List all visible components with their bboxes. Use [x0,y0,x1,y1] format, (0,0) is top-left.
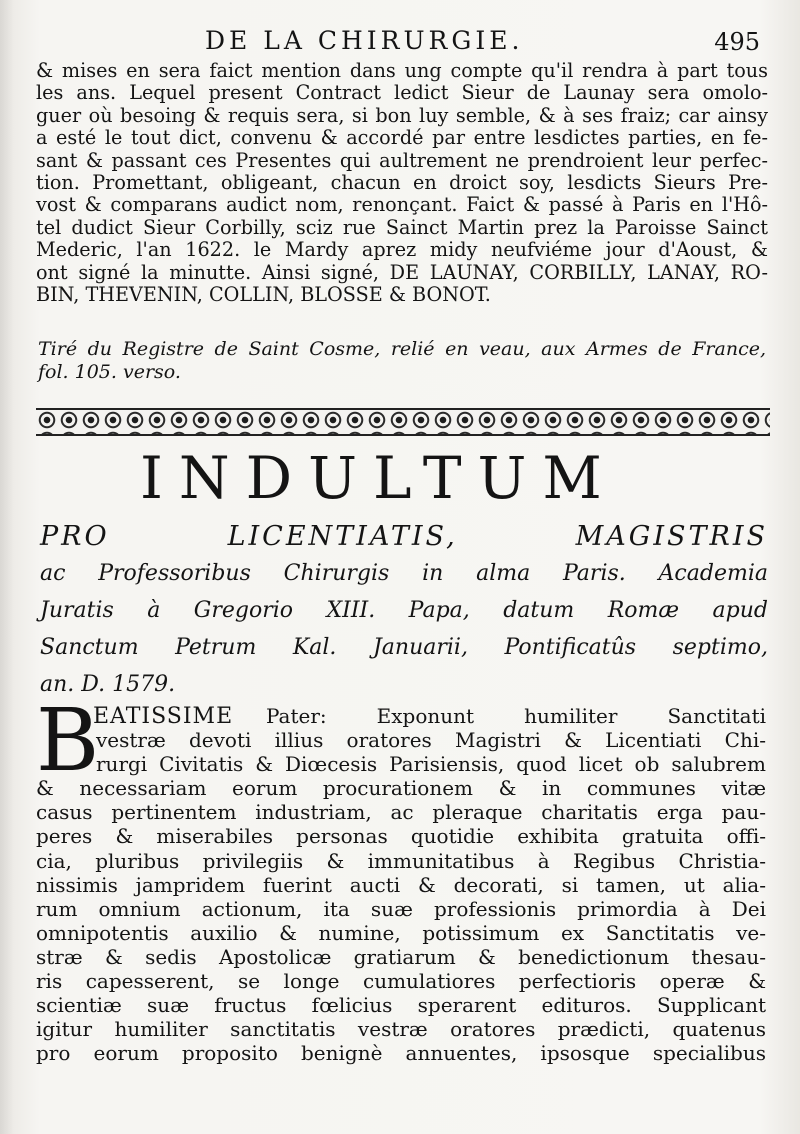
text-line: vost & comparans audict nom, renonçant. Faict & passé à Paris en l'Hô- [36,193,768,217]
text-line: BIN, THEVENIN, COLLIN, BLOSSE & BONOT. [36,283,491,307]
ornamental-divider [36,408,770,436]
source-note [38,338,766,383]
indult-body [36,704,766,1065]
text-line: tion. Promettant, obligeant, chacun en droict soy, lesdicts Sieurs Pre- [36,171,768,195]
text-line: scientiæ suæ fructus fœlicius sperarent edituros. Supplicant [36,993,766,1018]
text-line: a esté le tout dict, convenu & accordé par entre lesdictes parties, en fe- [36,126,768,150]
lead-word: EATISSIME [93,704,234,729]
text-line: vestræ devoti illius oratores Magistri & Licentiati Chi- [96,728,766,753]
section-title: INDULTUM [140,444,618,512]
subtitle-line: Sanctum Petrum Kal. Januarii, Pontificatûs septimo, [40,635,768,660]
subtitle-line: ac Professoribus Chirurgis in alma Paris. Academia [40,561,768,586]
text-line: omnipotentis auxilio & numine, potissimum ex Sanctitatis ve- [36,920,766,945]
text-line: & mises en sera faict mention dans ung compte qu'il rendra à part tous [36,59,768,82]
contract-paragraph [36,60,768,306]
text-line: rurgi Civitatis & Diœcesis Parisiensis, quod licet ob salubrem [96,752,766,777]
page-number: 495 [714,28,760,56]
running-title: DE LA CHIRURGIE. [205,26,524,55]
text-line: Mederic, l'an 1622. le Mardy aprez midy neufviéme jour d'Aoust, & [36,238,768,262]
subtitle-line: PRO LICENTIATIS, MAGISTRIS [40,521,768,552]
text-line: tel dudict Sieur Corbilly, sciz rue Sainct Martin prez la Paroisse Sainct [36,215,768,239]
subtitle-line: an. D. 1579. [40,672,176,697]
text-line: nissimis jampridem fuerint aucti & decorati, si tamen, ut alia- [36,872,766,897]
source-note-line: Tiré du Registre de Saint Cosme, relié en veau, aux Armes de France, [38,338,766,360]
text-line: Pater: Exponunt humiliter Sanctitati [266,704,766,728]
running-head [205,26,760,60]
text-line: sant & passant ces Presentes qui aultrement ne prendroient leur perfec- [36,148,768,172]
text-line: & necessariam eorum procurationem & in communes vitæ [36,776,766,801]
text-line: cia, pluribus privilegiis & immunitatibus à Regibus Christia- [36,848,766,873]
section-subtitle [40,518,768,703]
text-line: guer où besoing & requis sera, si bon luy semble, & à ses fraiz; car ainsy [36,103,768,127]
drop-cap: B [36,691,100,791]
text-line: igitur humiliter sanctitatis vestræ oratores prædicti, quatenus [36,1017,766,1042]
subtitle-line: Juratis à Gregorio XIII. Papa, datum Romæ apud [40,598,768,623]
text-line: stræ & sedis Apostolicæ gratiarum & benedictionum thesau- [36,944,766,969]
source-note-line: fol. 105. verso. [38,360,181,383]
text-line: peres & miserabiles personas quotidie exhibita gratuita offi- [36,824,766,849]
text-line: ris capesserent, se longe cumulatiores perfectioris operæ & [36,969,766,994]
text-line: les ans. Lequel present Contract ledict Sieur de Launay sera omolo- [36,81,768,105]
text-line: casus pertinentem industriam, ac pleraque charitatis erga pau- [36,800,766,825]
text-line: ont signé la minutte. Ainsi signé, DE LAUNAY, CORBILLY, LANAY, RO- [36,260,768,284]
text-line: pro eorum proposito benignè annuentes, ipsosque specialibus [36,1041,766,1066]
text-line: rum omnium actionum, ita suæ professionis primordia à Dei [36,896,766,921]
